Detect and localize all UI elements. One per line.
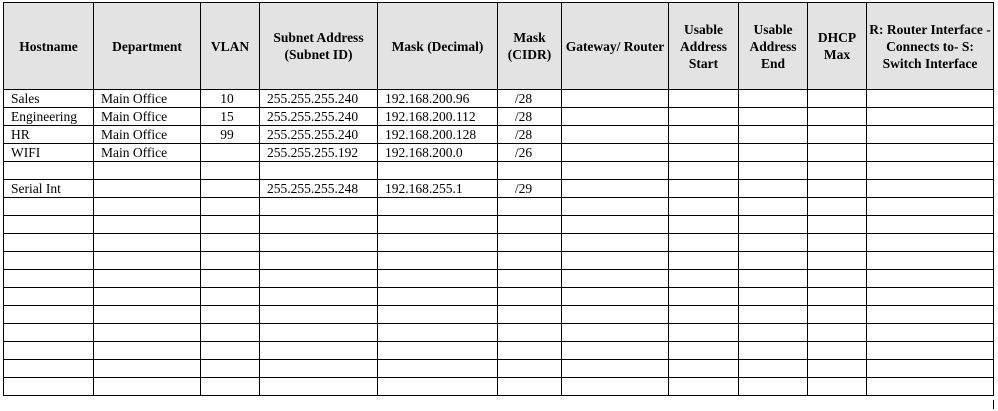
cell-usable-start (669, 198, 739, 216)
cell-mask-decimal (378, 360, 498, 378)
cell-hostname (4, 306, 94, 324)
cell-usable-end (739, 90, 808, 108)
header-mask-decimal: Mask (Decimal) (378, 3, 498, 90)
cell-vlan (201, 324, 260, 342)
cell-vlan (201, 378, 260, 396)
table-row (4, 144, 994, 162)
cell-department (94, 216, 201, 234)
cell-mask-cidr (498, 288, 562, 306)
cell-mask-decimal (378, 162, 498, 180)
cell-gateway (562, 144, 669, 162)
cell-hostname (4, 270, 94, 288)
cell-gateway (562, 306, 669, 324)
cell-vlan: 10 (201, 90, 260, 108)
cell-vlan (201, 360, 260, 378)
cell-vlan (201, 144, 260, 162)
cell-gateway (562, 180, 669, 198)
cell-mask-decimal (378, 216, 498, 234)
cell-router-interface (867, 126, 994, 144)
cell-gateway (562, 378, 669, 396)
cell-department (94, 378, 201, 396)
header-vlan: VLAN (201, 3, 260, 90)
cell-subnet-address (260, 306, 378, 324)
cell-mask-cidr (498, 270, 562, 288)
cell-dhcp-max (808, 306, 867, 324)
cell-subnet-address (260, 342, 378, 360)
cell-subnet-address (260, 270, 378, 288)
cell-dhcp-max (808, 360, 867, 378)
cell-mask-decimal: 192.168.200.112 (378, 108, 498, 126)
cell-subnet-address (260, 198, 378, 216)
cell-usable-end (739, 252, 808, 270)
cell-subnet-address (260, 288, 378, 306)
subnet-table (3, 2, 994, 396)
cell-hostname (4, 324, 94, 342)
cell-department (94, 360, 201, 378)
table-row (4, 90, 994, 108)
cell-usable-end (739, 162, 808, 180)
cell-usable-end (739, 288, 808, 306)
cell-usable-start (669, 144, 739, 162)
header-subnet-address: Subnet Address (Subnet ID) (260, 3, 378, 90)
cell-usable-end (739, 234, 808, 252)
cell-vlan (201, 342, 260, 360)
cell-usable-start (669, 126, 739, 144)
cell-mask-cidr: /28 (498, 90, 562, 108)
cell-mask-decimal (378, 306, 498, 324)
cell-department (94, 180, 201, 198)
table-row (4, 126, 994, 144)
cell-mask-cidr (498, 216, 562, 234)
table-body (4, 90, 994, 396)
cell-hostname: WIFI (4, 144, 94, 162)
cell-gateway (562, 342, 669, 360)
cell-hostname: HR (4, 126, 94, 144)
cell-gateway (562, 90, 669, 108)
cell-usable-end (739, 180, 808, 198)
cell-department: Main Office (94, 108, 201, 126)
header-mask-cidr: Mask (CIDR) (498, 3, 562, 90)
cell-mask-cidr (498, 342, 562, 360)
cell-usable-end (739, 306, 808, 324)
cell-mask-decimal (378, 288, 498, 306)
cell-vlan (201, 216, 260, 234)
cell-router-interface (867, 270, 994, 288)
table-row (4, 324, 994, 342)
cell-usable-start (669, 306, 739, 324)
cell-usable-start (669, 180, 739, 198)
header-router-interface: R: Router Interface -Connects to- S: Switch Interface (867, 3, 994, 90)
table-row (4, 180, 994, 198)
cell-usable-start (669, 324, 739, 342)
cell-mask-cidr: /28 (498, 108, 562, 126)
cell-subnet-address (260, 162, 378, 180)
cell-usable-end (739, 216, 808, 234)
cell-mask-decimal (378, 342, 498, 360)
cell-department (94, 324, 201, 342)
cell-hostname (4, 198, 94, 216)
cell-gateway (562, 234, 669, 252)
table-row (4, 288, 994, 306)
cell-vlan (201, 180, 260, 198)
cell-usable-end (739, 360, 808, 378)
cell-dhcp-max (808, 144, 867, 162)
cell-hostname (4, 234, 94, 252)
cell-vlan (201, 162, 260, 180)
cell-mask-decimal: 192.168.200.128 (378, 126, 498, 144)
header-dhcp-max: DHCP Max (808, 3, 867, 90)
cell-dhcp-max (808, 198, 867, 216)
cell-subnet-address: 255.255.255.248 (260, 180, 378, 198)
cell-router-interface (867, 360, 994, 378)
cell-hostname (4, 378, 94, 396)
cell-mask-decimal: 192.168.200.96 (378, 90, 498, 108)
cell-usable-start (669, 270, 739, 288)
cell-hostname: Sales (4, 90, 94, 108)
cell-subnet-address (260, 360, 378, 378)
header-department: Department (94, 3, 201, 90)
cell-mask-decimal (378, 198, 498, 216)
cell-mask-decimal (378, 324, 498, 342)
cell-dhcp-max (808, 108, 867, 126)
cell-usable-start (669, 252, 739, 270)
cell-usable-start (669, 162, 739, 180)
cell-router-interface (867, 324, 994, 342)
table-row (4, 162, 994, 180)
cell-mask-cidr (498, 324, 562, 342)
cell-router-interface (867, 342, 994, 360)
cell-mask-cidr (498, 162, 562, 180)
cell-department (94, 162, 201, 180)
cell-usable-start (669, 108, 739, 126)
cell-department: Main Office (94, 90, 201, 108)
cell-mask-cidr (498, 360, 562, 378)
cell-subnet-address: 255.255.255.240 (260, 126, 378, 144)
cell-vlan (201, 288, 260, 306)
cell-mask-cidr: /28 (498, 126, 562, 144)
cell-department: Main Office (94, 126, 201, 144)
table-row (4, 360, 994, 378)
text-cursor (993, 400, 994, 409)
cell-gateway (562, 270, 669, 288)
cell-usable-start (669, 288, 739, 306)
table-header-row (4, 3, 994, 90)
cell-department (94, 288, 201, 306)
table-row (4, 378, 994, 396)
cell-hostname (4, 360, 94, 378)
table-row (4, 216, 994, 234)
cell-usable-end (739, 270, 808, 288)
cell-mask-cidr (498, 234, 562, 252)
table-row (4, 270, 994, 288)
cell-router-interface (867, 216, 994, 234)
cell-gateway (562, 162, 669, 180)
cell-subnet-address: 255.255.255.240 (260, 108, 378, 126)
cell-usable-end (739, 378, 808, 396)
cell-usable-end (739, 342, 808, 360)
table-row (4, 306, 994, 324)
table-row (4, 252, 994, 270)
cell-dhcp-max (808, 252, 867, 270)
cell-router-interface (867, 306, 994, 324)
cell-subnet-address (260, 252, 378, 270)
cell-hostname: Serial Int (4, 180, 94, 198)
cell-subnet-address (260, 378, 378, 396)
table-row (4, 108, 994, 126)
cell-vlan: 99 (201, 126, 260, 144)
cell-usable-end (739, 126, 808, 144)
cell-router-interface (867, 198, 994, 216)
cell-hostname (4, 216, 94, 234)
cell-mask-decimal (378, 378, 498, 396)
cell-usable-end (739, 144, 808, 162)
cell-gateway (562, 288, 669, 306)
table-row (4, 342, 994, 360)
cell-vlan (201, 198, 260, 216)
cell-department (94, 234, 201, 252)
cell-subnet-address (260, 234, 378, 252)
cell-mask-decimal: 192.168.200.0 (378, 144, 498, 162)
cell-mask-decimal (378, 270, 498, 288)
cell-gateway (562, 126, 669, 144)
cell-gateway (562, 216, 669, 234)
cell-subnet-address (260, 216, 378, 234)
cell-hostname: Engineering (4, 108, 94, 126)
cell-dhcp-max (808, 288, 867, 306)
cell-department (94, 252, 201, 270)
cell-router-interface (867, 162, 994, 180)
cell-dhcp-max (808, 216, 867, 234)
cell-subnet-address: 255.255.255.240 (260, 90, 378, 108)
header-usable-start: Usable Address Start (669, 3, 739, 90)
cell-gateway (562, 198, 669, 216)
cell-department (94, 342, 201, 360)
cell-dhcp-max (808, 324, 867, 342)
table-row (4, 198, 994, 216)
cell-router-interface (867, 234, 994, 252)
header-hostname: Hostname (4, 3, 94, 90)
cell-dhcp-max (808, 270, 867, 288)
cell-department (94, 306, 201, 324)
cell-usable-start (669, 234, 739, 252)
cell-usable-end (739, 198, 808, 216)
cell-router-interface (867, 378, 994, 396)
cell-department (94, 270, 201, 288)
cell-dhcp-max (808, 126, 867, 144)
cell-subnet-address: 255.255.255.192 (260, 144, 378, 162)
cell-dhcp-max (808, 90, 867, 108)
cell-router-interface (867, 252, 994, 270)
cell-router-interface (867, 144, 994, 162)
cell-vlan (201, 252, 260, 270)
cell-vlan (201, 306, 260, 324)
cell-hostname (4, 342, 94, 360)
cell-mask-cidr (498, 378, 562, 396)
cell-mask-cidr (498, 252, 562, 270)
cell-usable-start (669, 216, 739, 234)
cell-hostname (4, 288, 94, 306)
cell-usable-start (669, 378, 739, 396)
cell-mask-cidr: /26 (498, 144, 562, 162)
cell-gateway (562, 108, 669, 126)
cell-vlan: 15 (201, 108, 260, 126)
cell-mask-decimal (378, 234, 498, 252)
table-row (4, 234, 994, 252)
cell-dhcp-max (808, 378, 867, 396)
cell-router-interface (867, 288, 994, 306)
cell-dhcp-max (808, 234, 867, 252)
cell-usable-end (739, 324, 808, 342)
cell-gateway (562, 360, 669, 378)
cell-gateway (562, 324, 669, 342)
header-usable-end: Usable Address End (739, 3, 808, 90)
cell-vlan (201, 234, 260, 252)
cell-dhcp-max (808, 162, 867, 180)
cell-dhcp-max (808, 180, 867, 198)
cell-subnet-address (260, 324, 378, 342)
cell-hostname (4, 162, 94, 180)
cell-router-interface (867, 90, 994, 108)
cell-mask-decimal (378, 252, 498, 270)
header-gateway: Gateway/ Router (562, 3, 669, 90)
cell-vlan (201, 270, 260, 288)
cell-usable-end (739, 108, 808, 126)
cell-dhcp-max (808, 342, 867, 360)
cell-mask-cidr: /29 (498, 180, 562, 198)
cell-mask-decimal: 192.168.255.1 (378, 180, 498, 198)
cell-usable-start (669, 90, 739, 108)
cell-mask-cidr (498, 306, 562, 324)
cell-usable-start (669, 342, 739, 360)
cell-department (94, 198, 201, 216)
cell-router-interface (867, 108, 994, 126)
cell-hostname (4, 252, 94, 270)
cell-usable-start (669, 360, 739, 378)
cell-mask-cidr (498, 198, 562, 216)
cell-gateway (562, 252, 669, 270)
cell-router-interface (867, 180, 994, 198)
cell-department: Main Office (94, 144, 201, 162)
